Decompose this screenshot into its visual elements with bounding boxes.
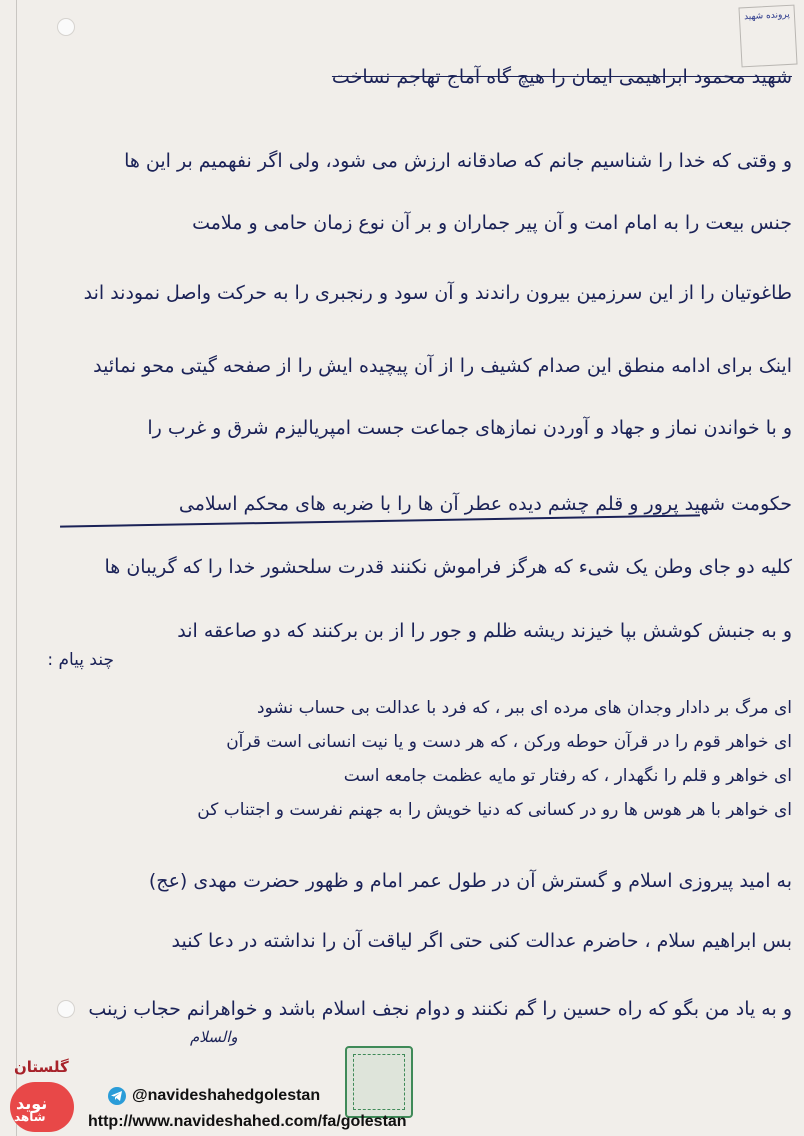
message-2: ای خواهر قوم را در قرآن حوطه ورکن ، که هر دست و یا نیت انسانی است قرآن bbox=[226, 732, 792, 752]
letter-line-4: طاغوتیان را از این سرزمین بیرون راندند و آن سود و رنجبری را به حرکت واصل نمودند اند bbox=[83, 282, 792, 304]
closing-line-2: بس ابراهیم سلام ، حاضرم عدالت کنی حتی اگر لیاقت آن را نداشته در دعا کنید bbox=[171, 930, 792, 952]
website-url[interactable]: http://www.navideshahed.com/fa/golestan bbox=[88, 1113, 407, 1130]
letter-line-2: و وقتی که خدا را شناسیم جانم که صادقانه ارزش می شود، ولی اگر نفهمیم بر این ها bbox=[124, 150, 792, 172]
message-3: ای خواهر و قلم را نگهدار ، که رفتار تو مایه عظمت جامعه است bbox=[343, 766, 792, 786]
message-1: ای مرگ بر دادار وجدان های مرده ای ببر ، که فرد با عدالت بی حساب نشود bbox=[257, 698, 792, 718]
messages-heading: چند پیام : bbox=[47, 650, 114, 670]
logo-brand-text: گلستان bbox=[14, 1058, 69, 1076]
letter-line-3: جنس بیعت را به امام امت و آن پیر جماران و بر آن نوع زمان حامی و ملامت bbox=[192, 212, 792, 234]
telegram-handle[interactable]: @navideshahedgolestan bbox=[132, 1087, 321, 1104]
footer-watermark bbox=[0, 1040, 804, 1136]
telegram-line bbox=[108, 1087, 320, 1105]
letter-line-8: کلیه دو جای وطن یک شیء که هرگز فراموش نکنند قدرت سلحشور خدا را که گریبان ها bbox=[104, 556, 792, 578]
letter-line-7: حکومت شهید پرور و قلم چشم دیده عطر آن ها را با ضربه های محکم اسلامی bbox=[178, 493, 792, 515]
logo-word-2: شاهد bbox=[14, 1110, 46, 1124]
navideshahed-logo bbox=[8, 1056, 88, 1134]
letter-line-1: شهید محمود ابراهیمی ایمان را هیچ گاه آماج تهاجم نساخت bbox=[331, 66, 792, 88]
underline-mark bbox=[60, 514, 700, 527]
letter-line-6: و با خواندن نماز و جهاد و آوردن نمازهای جماعت جست امپریالیزم شرق و غرب را bbox=[147, 417, 792, 439]
closing-line-3: و به یاد من بگو که راه حسین را گم نکنند و دوام نجف اسلام باشد و خواهرانم حجاب زینب bbox=[88, 998, 792, 1020]
letter-line-5: اینک برای ادامه منطق این صدام کشیف را از آن پیچیده ایش را از صفحه گیتی محو نمائید bbox=[93, 355, 792, 377]
closing-line-1: به امید پیروزی اسلام و گسترش آن در طول عمر امام و ظهور حضرت مهدی (عج) bbox=[148, 870, 792, 892]
signature: والسلام bbox=[190, 1028, 238, 1046]
letter-line-9: و به جنبش کوشش بپا خیزند ریشه ظلم و جور را از بن برکنند که دو صاعقه اند bbox=[177, 620, 792, 642]
telegram-icon bbox=[108, 1087, 126, 1105]
logo-word-1: نوید bbox=[16, 1094, 48, 1113]
message-4: ای خواهر با هر هوس ها رو در کسانی که دنیا خویش را به جهنم نفرست و اجتناب کن bbox=[197, 800, 792, 820]
archive-stamp-text: پرونده شهید bbox=[743, 9, 791, 23]
